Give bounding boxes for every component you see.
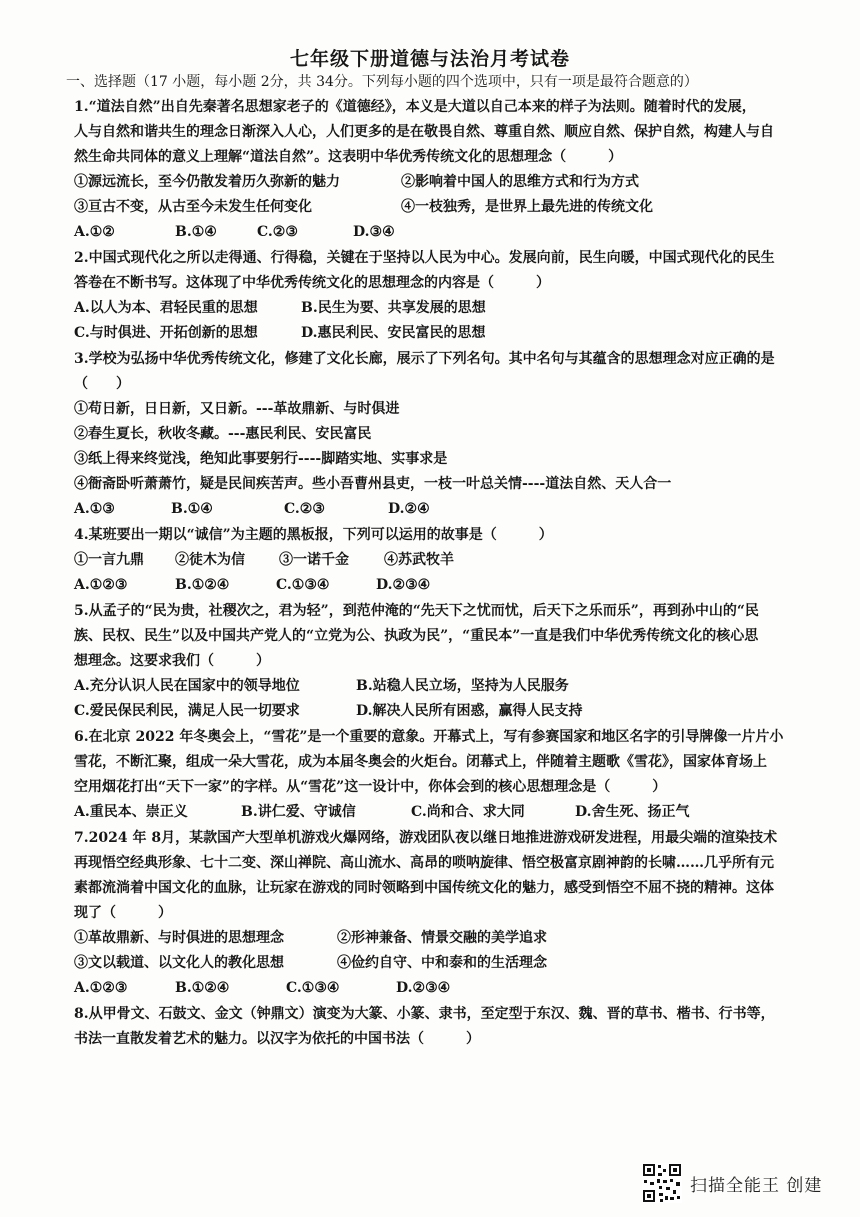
option-c: C.与时俱进、开拓创新的思想: [74, 325, 258, 341]
option-b: B.站稳人民立场，坚持为人民服务: [356, 678, 569, 694]
question-8: [74, 1002, 810, 1052]
question-stem-line: 再现悟空经典形象、七十二变、深山禅院、高山流水、高昂的唢呐旋律、悟空极富京剧神韵的长啸……几乎所有元: [74, 855, 774, 871]
statement: ③亘古不变，从古至今未发生任何变化: [74, 199, 312, 215]
option-a: A.①②③: [74, 980, 128, 996]
question-stem-line: 3.学校为弘扬中华优秀传统文化，修建了文化长廊，展示了下列名句。其中名句与其蕴含的思想理念对应正确的是: [74, 351, 775, 367]
question-stem-line: 然生命共同体的意义上理解“道法自然”。这表明中华优秀传统文化的思想理念（ ）: [74, 149, 623, 165]
qr-code-icon: [642, 1163, 682, 1203]
options-row: [74, 800, 810, 825]
option-a: A.①②: [74, 224, 115, 240]
exam-title: 七年级下册道德与法治月考试卷: [289, 48, 570, 70]
question-6: [74, 725, 810, 825]
statement: ④衙斋卧听萧萧竹，疑是民间疾苦声。些小吾曹州县吏，一枝一叶总关情----道法自然、天人合一: [74, 476, 672, 492]
option-a: A.重民本、崇正义: [74, 804, 188, 820]
option-a: A.以人为本、君轻民重的思想: [74, 300, 258, 316]
question-stem-line: 族、民权、民生”以及中国共产党人的“立党为公、执政为民”，“重民本”一直是我们中华优秀传统文化的核心思: [74, 628, 759, 644]
option-b: B.民生为要、共享发展的思想: [301, 300, 486, 316]
options-row: [74, 573, 810, 598]
question-1: [74, 95, 810, 245]
watermark-text: 扫描全能王 创建: [690, 1175, 823, 1196]
statement: ①革故鼎新、与时俱进的思想理念: [74, 930, 284, 946]
statement-grid: [74, 170, 810, 220]
section-heading: 一、选择题（17 小题，每小题 2分，共 34分。下列每小题的四个选项中，只有一项是最符合题意的）: [66, 74, 698, 90]
statement: ③一诺千金: [279, 552, 349, 568]
option-c: C.②③: [284, 501, 325, 517]
options-row: [74, 976, 810, 1001]
statement: ①源远流长，至今仍散发着历久弥新的魅力: [74, 174, 340, 190]
question-stem-line: 人与自然和谐共生的理念日渐深入人心，人们更多的是在敬畏自然、尊重自然、顺应自然、保护自然，构建人与自: [74, 124, 774, 140]
scanner-watermark: [642, 1162, 822, 1204]
option-b: B.①②④: [175, 980, 230, 996]
question-stem-line: 4.某班要出一期以“诚信”为主题的黑板报，下列可以运用的故事是（ ）: [74, 527, 553, 543]
options-grid: [74, 296, 810, 346]
question-2: [74, 246, 810, 346]
option-b: B.①④: [175, 224, 217, 240]
option-a: A.充分认识人民在国家中的领导地位: [74, 678, 300, 694]
question-stem-line: 想理念。这要求我们（ ）: [74, 653, 270, 669]
question-stem-line: 7.2024 年 8月，某款国产大型单机游戏火爆网络，游戏团队夜以继日地推进游戏研发进程，用最尖端的渲染技术: [74, 830, 778, 846]
question-stem-line: 答卷在不断书写。这体现了中华优秀传统文化的思想理念的内容是（ ）: [74, 275, 550, 291]
statement: ②徒木为信: [175, 552, 245, 568]
statement: ②影响着中国人的思维方式和行为方式: [401, 174, 639, 190]
statement: ③文以载道、以文化人的教化思想: [74, 955, 284, 971]
option-c: C.尚和合、求大同: [411, 804, 525, 820]
option-d: D.惠民利民、安民富民的思想: [301, 325, 486, 341]
option-a: A.①③: [74, 501, 115, 517]
question-stem-line: 素都流淌着中国文化的血脉，让玩家在游戏的同时领略到中国传统文化的魅力，感受到悟空不屈不挠的精神。这体: [74, 880, 774, 896]
statement: ①一言九鼎: [74, 552, 144, 568]
options-row: [74, 220, 810, 245]
statement: ④苏武牧羊: [384, 552, 454, 568]
options-row: [74, 497, 810, 522]
statement: ④俭约自守、中和泰和的生活理念: [337, 955, 547, 971]
statement: ①苟日新，日日新，又日新。---革故鼎新、与时俱进: [74, 401, 400, 417]
question-stem-line: 雪花，不断汇聚，组成一朵大雪花，成为本届冬奥会的火炬台。闭幕式上，伴随着主题歌《雪花》，国家体育场上: [74, 754, 767, 770]
question-stem-line: 1.“道法自然”出自先秦著名思想家老子的《道德经》，本义是大道以自己本来的样子为法则。随着时代的发展，: [74, 99, 756, 115]
question-stem-line: （ ）: [74, 376, 130, 392]
statement: ③纸上得来终觉浅，绝知此事要躬行----脚踏实地、实事求是: [74, 451, 448, 467]
question-stem-line: 2.中国式现代化之所以走得通、行得稳，关键在于坚持以人民为中心。发展向前，民生向暖，中国式现代化的民生: [74, 250, 775, 266]
option-b: B.①②④: [175, 577, 230, 593]
question-7: [74, 826, 810, 1001]
question-stem-line: 8.从甲骨文、石鼓文、金文（钟鼎文）演变为大篆、小篆、隶书，至定型于东汉、魏、晋的草书、楷书、行书等，: [74, 1006, 775, 1022]
option-b: B.讲仁爱、守诚信: [241, 804, 356, 820]
option-b: B.①④: [171, 501, 213, 517]
question-stem-line: 6.在北京 2022 年冬奥会上，“雪花”是一个重要的意象。开幕式上，写有参赛国家和地区名字的引导牌像一片片小: [74, 729, 784, 745]
statements-row: [74, 548, 810, 573]
option-d: D.②④: [388, 501, 430, 517]
option-c: C.②③: [257, 224, 298, 240]
question-4: [74, 523, 810, 598]
option-c: C.①③④: [276, 577, 330, 593]
question-stem-line: 现了（ ）: [74, 905, 172, 921]
option-d: D.舍生死、扬正气: [575, 804, 690, 820]
option-d: D.②③④: [376, 577, 431, 593]
option-a: A.①②③: [74, 577, 128, 593]
exam-content: [66, 70, 810, 1052]
option-c: C.爱民保民利民，满足人民一切要求: [74, 703, 300, 719]
question-5: [74, 599, 810, 724]
option-c: C.①③④: [286, 980, 340, 996]
statement-grid: [74, 926, 810, 976]
option-d: D.解决人民所有困惑，赢得人民支持: [356, 703, 583, 719]
question-stem-line: 5.从孟子的“民为贵，社稷次之，君为轻”，到范仲淹的“先天下之忧而忧，后天下之乐而乐”，再到孙中山的“民: [74, 603, 759, 619]
statement: ②形神兼备、情景交融的美学追求: [337, 930, 547, 946]
option-d: D.②③④: [396, 980, 451, 996]
question-stem-line: 空用烟花打出“天下一家”的字样。从“雪花”这一设计中，你体会到的核心思想理念是（ ）: [74, 779, 667, 795]
statement: ②春生夏长，秋收冬藏。---惠民利民、安民富民: [74, 426, 372, 442]
question-3: [74, 347, 810, 522]
option-d: D.③④: [353, 224, 395, 240]
question-stem-line: 书法一直散发着艺术的魅力。以汉字为依托的中国书法（ ）: [74, 1031, 480, 1047]
options-grid: [74, 674, 810, 724]
statement: ④一枝独秀，是世界上最先进的传统文化: [401, 199, 653, 215]
